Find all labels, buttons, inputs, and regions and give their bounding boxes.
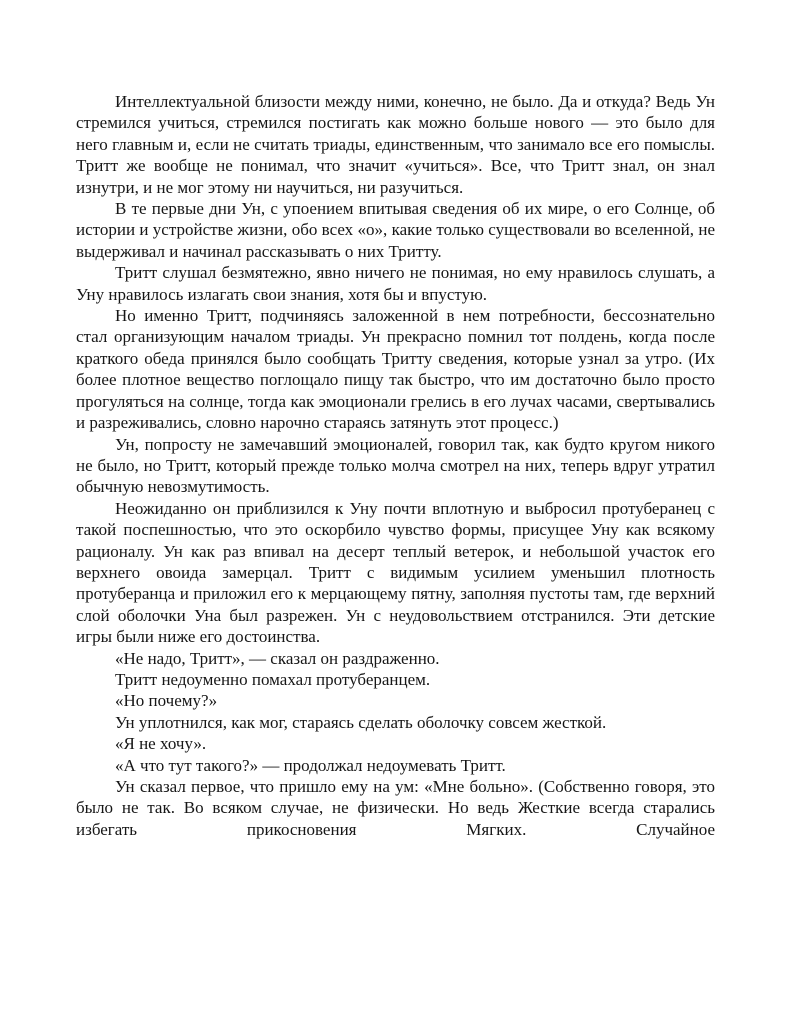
dialogue-line: «Я не хочу». bbox=[115, 734, 207, 754]
paragraph: Но именно Тритт, подчиняясь заложенной в нем потребности, бессознательно стал организующим началом триады. Ун прекрасно помнил тот полдень, когда после краткого обеда принялся было сообщать Тритту сведения, которые узнал за утро. (Их более плотное вещество поглощало пищу так быстро, что им достаточно было просто прогуляться на солнце, тогда как эмоционали грелись в его лучах часами, свертывались и разреживались, словно нарочно стараясь затянуть этот процесс.) bbox=[76, 306, 715, 433]
paragraph: В те первые дни Ун, с упоением впитывая сведения об их мире, о его Солнце, об истории и устройстве жизни, обо всех «о», какие только существовали во вселенной, не выдерживал и начинал рассказывать о них Тритту. bbox=[76, 199, 715, 261]
paragraph: Ун, попросту не замечавший эмоционалей, говорил так, как будто кругом никого не было, но Тритт, который прежде только молча смотрел на них, теперь вдруг утратил обычную невозмутимость. bbox=[76, 434, 715, 497]
dialogue-line: «Но почему?» bbox=[115, 691, 218, 711]
dialogue-line: «Не надо, Тритт», — сказал он раздраженно. bbox=[115, 648, 440, 668]
paragraph: Неожиданно он приблизился к Уну почти вплотную и выбросил протуберанец с такой поспешностью, что это оскорбило чувство формы, присущее Уну как всякому рационалу. Ун как раз впивал на десерт теплый ветерок, и небольшой участок его верхнего овоида замерцал. Тритт с видимым усилием уменьшил плотность протуберанца и приложил его к мерцающему пятну, заполняя пустоты там, где верхний слой оболочки Уна был разрежен. Ун с неудовольствием отстранился. Эти детские игры были ниже его достоинства. bbox=[76, 498, 715, 647]
paragraph: Ун сказал первое, что пришло ему на ум: «Мне больно». (Собственно говоря, это было не так. Во всяком случае, не физически. Но ведь Жесткие всегда старались избегать прикосновения Мягких. Случайное bbox=[76, 777, 715, 839]
paragraph: Тритт слушал безмятежно, явно ничего не понимая, но ему нравилось слушать, а Уну нравилось излагать свои знания, хотя бы и впустую. bbox=[76, 263, 715, 304]
dialogue-line: Тритт недоуменно помахал протуберанцем. bbox=[115, 669, 431, 689]
text-block bbox=[76, 91, 715, 840]
paragraph: Интеллектуальной близости между ними, конечно, не было. Да и откуда? Ведь Ун стремился учиться, стремился постигать как можно больше нового — это было для него главным и, если не считать триады, единственным, что занимало все его помыслы. Тритт же вообще не понимал, что значит «учиться». Все, что Тритт знал, он знал изнутри, и не мог этому ни научиться, ни разучиться. bbox=[76, 92, 715, 197]
dialogue-line: «А что тут такого?» — продолжал недоумевать Тритт. bbox=[115, 755, 506, 775]
dialogue-line: Ун уплотнился, как мог, стараясь сделать оболочку совсем жесткой. bbox=[115, 712, 607, 732]
